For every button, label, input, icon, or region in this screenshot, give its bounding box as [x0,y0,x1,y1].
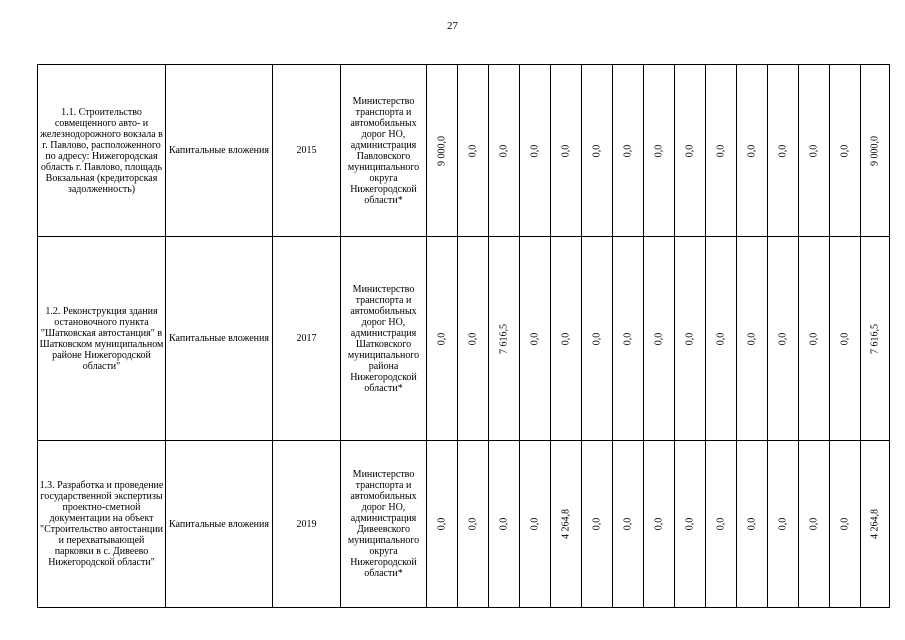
value-text: 0,0 [467,517,479,531]
value-cell [613,441,644,608]
value-cell [675,237,706,441]
value-cell [582,65,613,237]
expense-type-cell: Капитальные вложения [166,441,273,608]
value-cell [489,237,520,441]
value-cell [706,65,737,237]
value-cell [551,237,582,441]
executor-cell: Министерство транспорта и автомобильных дорог НО, администрация Дивеевского муниципального округа Нижегородской области* [341,441,427,608]
measure-name-cell: 1.3. Разработка и проведение государственной экспертизы проектно-сметной документации на объект "Строительство автостанции и перехватывающей парковки в с. Дивеево Нижегородской области" [38,441,166,608]
executor-cell: Министерство транспорта и автомобильных дорог НО, администрация Шатковского муниципального района Нижегородской области* [341,237,427,441]
value-cell [830,441,861,608]
value-text: 0,0 [715,332,727,345]
value-cell [706,237,737,441]
value-cell [520,65,551,237]
value-cell [768,65,799,237]
value-text: 0,0 [529,517,541,531]
value-cell [768,441,799,608]
value-cell [644,65,675,237]
value-text: 9 000,0 [869,135,881,166]
value-cell [458,65,489,237]
value-cell [644,237,675,441]
value-cell [861,441,890,608]
value-text: 4 264,8 [560,509,572,539]
value-text: 0,0 [684,517,696,531]
value-text: 0,0 [498,144,510,157]
value-cell [520,441,551,608]
value-cell [861,237,890,441]
value-text: 9 000,0 [436,135,448,166]
measure-name-cell: 1.2. Реконструкция здания остановочного пункта "Шатковская автостанция" в Шатковском муниципальном районе Нижегородской области" [38,237,166,441]
value-text: 0,0 [839,332,851,345]
value-cell [427,441,458,608]
value-text: 0,0 [715,144,727,157]
value-text: 0,0 [467,144,479,157]
value-text: 0,0 [777,144,789,157]
year-cell: 2017 [273,237,341,441]
value-cell [830,237,861,441]
value-text: 0,0 [746,144,758,157]
value-cell [737,65,768,237]
value-cell [582,441,613,608]
value-text: 0,0 [529,332,541,345]
value-text: 0,0 [777,517,789,531]
value-cell [675,441,706,608]
value-text: 0,0 [777,332,789,345]
value-cell [520,237,551,441]
value-text: 0,0 [591,144,603,157]
value-text: 0,0 [622,332,634,345]
value-cell [427,237,458,441]
value-text: 0,0 [715,517,727,531]
value-text: 0,0 [498,517,510,531]
value-text: 0,0 [622,517,634,531]
value-cell [427,65,458,237]
measure-name-cell: 1.1. Строительство совмещенного авто- и железнодорожного вокзала в г. Павлово, расположенного по адресу: Нижегородская область г. Павлово, площадь Вокзальная (кредиторская задолженность) [38,65,166,237]
value-text: 0,0 [839,517,851,531]
value-cell [582,237,613,441]
expense-type-cell: Капитальные вложения [166,237,273,441]
value-text: 0,0 [808,144,820,157]
value-text: 0,0 [591,332,603,345]
value-cell [861,65,890,237]
value-cell [799,237,830,441]
value-text: 0,0 [653,517,665,531]
value-text: 0,0 [684,332,696,345]
value-cell [799,65,830,237]
value-text: 0,0 [746,517,758,531]
value-text: 0,0 [436,332,448,345]
year-cell: 2019 [273,441,341,608]
value-text: 0,0 [746,332,758,345]
value-text: 0,0 [839,144,851,157]
value-cell [706,441,737,608]
value-text: 0,0 [436,517,448,531]
value-text: 7 616,5 [869,323,881,354]
value-cell [675,65,706,237]
value-cell [768,237,799,441]
value-text: 7 616,5 [498,323,510,354]
value-text: 4 264,8 [869,509,881,539]
page-number: 27 [447,20,458,32]
value-cell [458,237,489,441]
table-row [38,237,890,441]
value-text: 0,0 [684,144,696,157]
table-row [38,441,890,608]
value-text: 0,0 [560,144,572,157]
value-cell [458,441,489,608]
value-cell [737,441,768,608]
value-cell [489,441,520,608]
table-row [38,65,890,237]
value-text: 0,0 [653,144,665,157]
budget-table [37,64,890,608]
year-cell: 2015 [273,65,341,237]
value-text: 0,0 [529,144,541,157]
value-text: 0,0 [560,332,572,345]
value-cell [613,65,644,237]
value-text: 0,0 [622,144,634,157]
executor-cell: Министерство транспорта и автомобильных дорог НО, администрация Павловского муниципального округа Нижегородской области* [341,65,427,237]
value-cell [644,441,675,608]
expense-type-cell: Капитальные вложения [166,65,273,237]
value-cell [830,65,861,237]
value-text: 0,0 [808,517,820,531]
value-cell [489,65,520,237]
value-text: 0,0 [467,332,479,345]
value-text: 0,0 [591,517,603,531]
value-cell [551,65,582,237]
value-text: 0,0 [808,332,820,345]
value-text: 0,0 [653,332,665,345]
value-cell [799,441,830,608]
value-cell [551,441,582,608]
value-cell [737,237,768,441]
value-cell [613,237,644,441]
